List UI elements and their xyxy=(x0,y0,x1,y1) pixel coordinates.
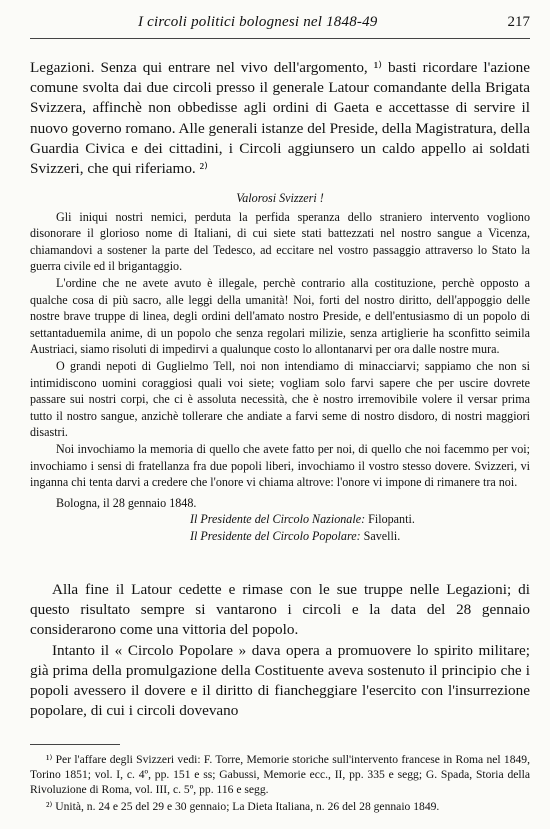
paragraph-text: Legazioni. Senza qui entrare nel vivo dell'argomento, ¹⁾ basti ricordare l'azione comune svolta dai due circoli presso il generale Latour comandante della Brigata Svizzera, affinchè non obbedisse agli ordini di Gaeta e accettasse di servire il nuovo governo romano. Alle generali istanze del Preside, della Magistratura, della Guardia Civica e dei cittadini, i Circoli aggiunsero un caldo appello ai soldati Svizzeri, che qui riferiamo. ²⁾ xyxy=(30,59,530,178)
signature-role: Il Presidente del Circolo Popolare: xyxy=(190,528,361,543)
appeal-heading: Valorosi Svizzeri ! xyxy=(236,191,324,205)
body-paragraph-1 xyxy=(30,58,530,179)
signature-line xyxy=(30,528,530,545)
appeal-paragraph: Gli iniqui nostri nemici, perduta la perfida speranza dello straniero intervento vogliono disonorare il glorioso nome di Italiani, di cui siete stati battezzati nel nostro sangue a Vicenza, chiamandovi a sostener la parte del Tedesco, ad eccitare nel vostro passaggio attraverso lo Stato la guerra civile ed il brigantaggio. xyxy=(30,209,530,274)
page-number: 217 xyxy=(507,14,530,30)
footnote: ¹⁾ Per l'affare degli Svizzeri vedi: F. Torre, Memorie storiche sull'intervento francese in Roma nel 1849, Torino 1851; vol. I, c. 4º, pp. 151 e ss; Gabussi, Memorie ecc., II, pp. 335 e segg; G. Spada, Storia della Rivoluzione di Roma, vol. III, c. 5º, pp. 116 e segg. xyxy=(30,753,530,796)
paragraph-text: Alla fine il Latour cedette e rimase con le sue truppe nelle Legazioni; di questo risultato sempre si vantarono i circoli e la data del 28 gennaio considerarono come una vittoria del popolo. xyxy=(30,581,530,639)
signature-name: Savelli. xyxy=(363,528,401,543)
signature-name: Filopanti. xyxy=(368,512,415,527)
signature-role: Il Presidente del Circolo Nazionale: xyxy=(190,512,366,527)
signature-line xyxy=(30,511,530,528)
body-paragraphs xyxy=(30,580,530,721)
header-rule xyxy=(30,38,530,39)
footnote: ²⁾ Unità, n. 24 e 25 del 29 e 30 gennaio; La Dieta Italiana, n. 26 del 28 gennaio 1849. xyxy=(46,800,440,813)
appeal-paragraph: Noi invochiamo la memoria di quello che avete fatto per noi, di quello che noi facemmo per voi; invochiamo i sensi di fratellanza fra due popoli liberi, invochiamo il vostro stesso dovere. Svizzeri, vi inganna chi tenta darvi a credere che l'onore vi chiama altrove: l'onore vi impone di rimanere tra noi. xyxy=(30,441,530,490)
appeal-date: Bologna, il 28 gennaio 1848. xyxy=(56,495,197,510)
footnotes xyxy=(30,752,530,816)
quoted-appeal xyxy=(30,190,530,544)
running-head xyxy=(30,14,530,36)
paragraph-text: Intanto il « Circolo Popolare » dava opera a promuovere lo spirito militare; già prima della promulgazione della Costituente aveva sostenuto il principio che i popoli avessero il dovere e il diritto di fiancheggiare l'esercito con l'insurrezione popolare, di cui i circoli dovevano xyxy=(30,641,530,720)
appeal-paragraph: O grandi nepoti di Guglielmo Tell, noi non intendiamo di minacciarvi; sappiamo che non si intimidiscono uomini coraggiosi quali voi siete; vogliam solo farvi sapere che per uscire dovrete passare sui nostri corpi, che ci è assoluta necessità, che è nostro irremovibile volere il versar prima tutto il nostro sangue, anzichè tollerare che andiate a farvi seme di nostro disdoro, di nostri maggiori disastri. xyxy=(30,358,530,440)
running-title: I circoli politici bolognesi nel 1848-49 xyxy=(138,14,378,30)
footnote-rule xyxy=(30,744,120,745)
appeal-paragraph: L'ordine che ne avete avuto è illegale, perchè contrario alla costituzione, perchè opposto a qualche cosa di più sacro, alle leggi della umanità! Noi, forti del nostro diritto, dell'appoggio delle nostre brave truppe di linea, degli ordini dell'amato nostro Preside, e dell'entusiasmo di un popolo di settantaduemila anime, di un popolo che senza regolari milizie, senza artiglierie ha sconfitto seimila Austriaci, siamo risoluti di impedirvi a qualunque costo lo allontanarvi per ora dalle nostre mura. xyxy=(30,275,530,357)
